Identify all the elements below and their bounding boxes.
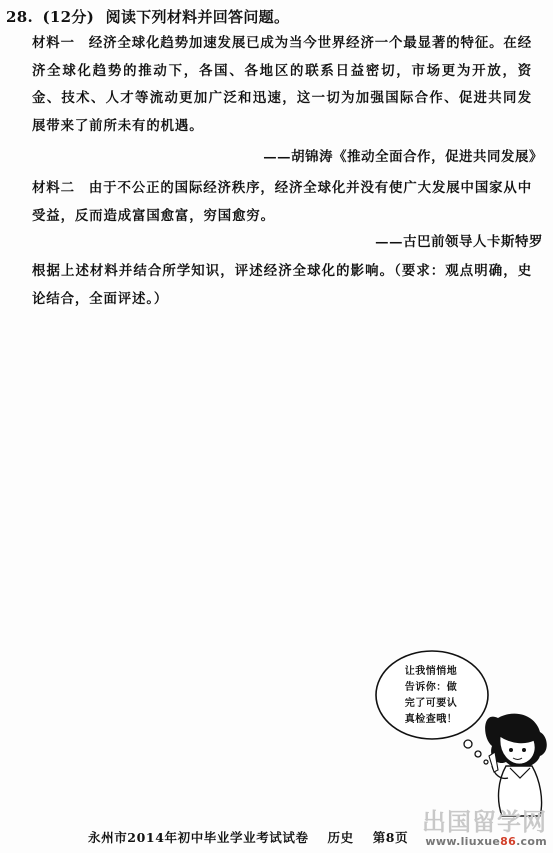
material-one-label: 材料一 [32,35,75,51]
page-footer [88,828,422,846]
material-two-text: 由于不公正的国际经济秩序，经济全球化并没有使广大发展中国家从中受益，反而造成富国愈富，穷国愈穷。 [32,180,532,224]
speech-bubble-text [388,664,474,728]
thought-dot-2 [475,751,481,757]
watermark-url-accent: 86 [500,835,517,848]
material-one-text: 经济全球化趋势加速发展已成为当今世界经济一个最显著的特征。在经济全球化趋势的推动下，各国、各地区的联系日益密切，市场更为开放，资金、技术、人才等流动更加广泛和迅速，这一切为加强国际合作、促进共同发展带来了前所未有的机遇。 [32,35,532,134]
question-score: (12分) [42,8,95,26]
material-one [32,30,532,140]
watermark-url-post: .com [516,835,547,848]
thought-dot-1 [464,740,472,748]
thought-dot-3 [484,760,488,764]
question-number: 28. [6,8,33,26]
question-instruction: 阅读下列材料并回答问题。 [105,8,290,26]
footer-exam-title: 永州市2014年初中毕业学业考试试卷 [88,830,309,845]
footer-subject: 历史 [327,830,354,845]
girl-eye-left [509,748,513,752]
material-one-source: ——胡锦涛《推动全面合作，促进共同发展》 [263,149,543,165]
material-two [32,175,532,230]
material-two-label: 材料二 [32,180,75,196]
watermark-url [422,836,547,847]
bubble-line-1: 让我悄悄地 [404,666,458,677]
bubble-line-3: 完了可要认 [404,698,458,709]
girl-eye-right [522,748,526,752]
watermark-brand: 出国留学网 [422,808,547,836]
watermark-url-pre: www.liuxue [425,835,501,848]
site-watermark [422,810,547,847]
question-prompt: 根据上述材料并结合所学知识，评述经济全球化的影响。（要求：观点明确，史论结合，全面评述。） [32,263,532,307]
bubble-line-4: 真检查哦！ [404,714,458,725]
footer-page-number: 第8页 [372,830,409,845]
material-two-source: ——古巴前领导人卡斯特罗 [375,234,543,250]
question-header [6,6,289,27]
bubble-line-2: 告诉你：做 [404,682,458,693]
